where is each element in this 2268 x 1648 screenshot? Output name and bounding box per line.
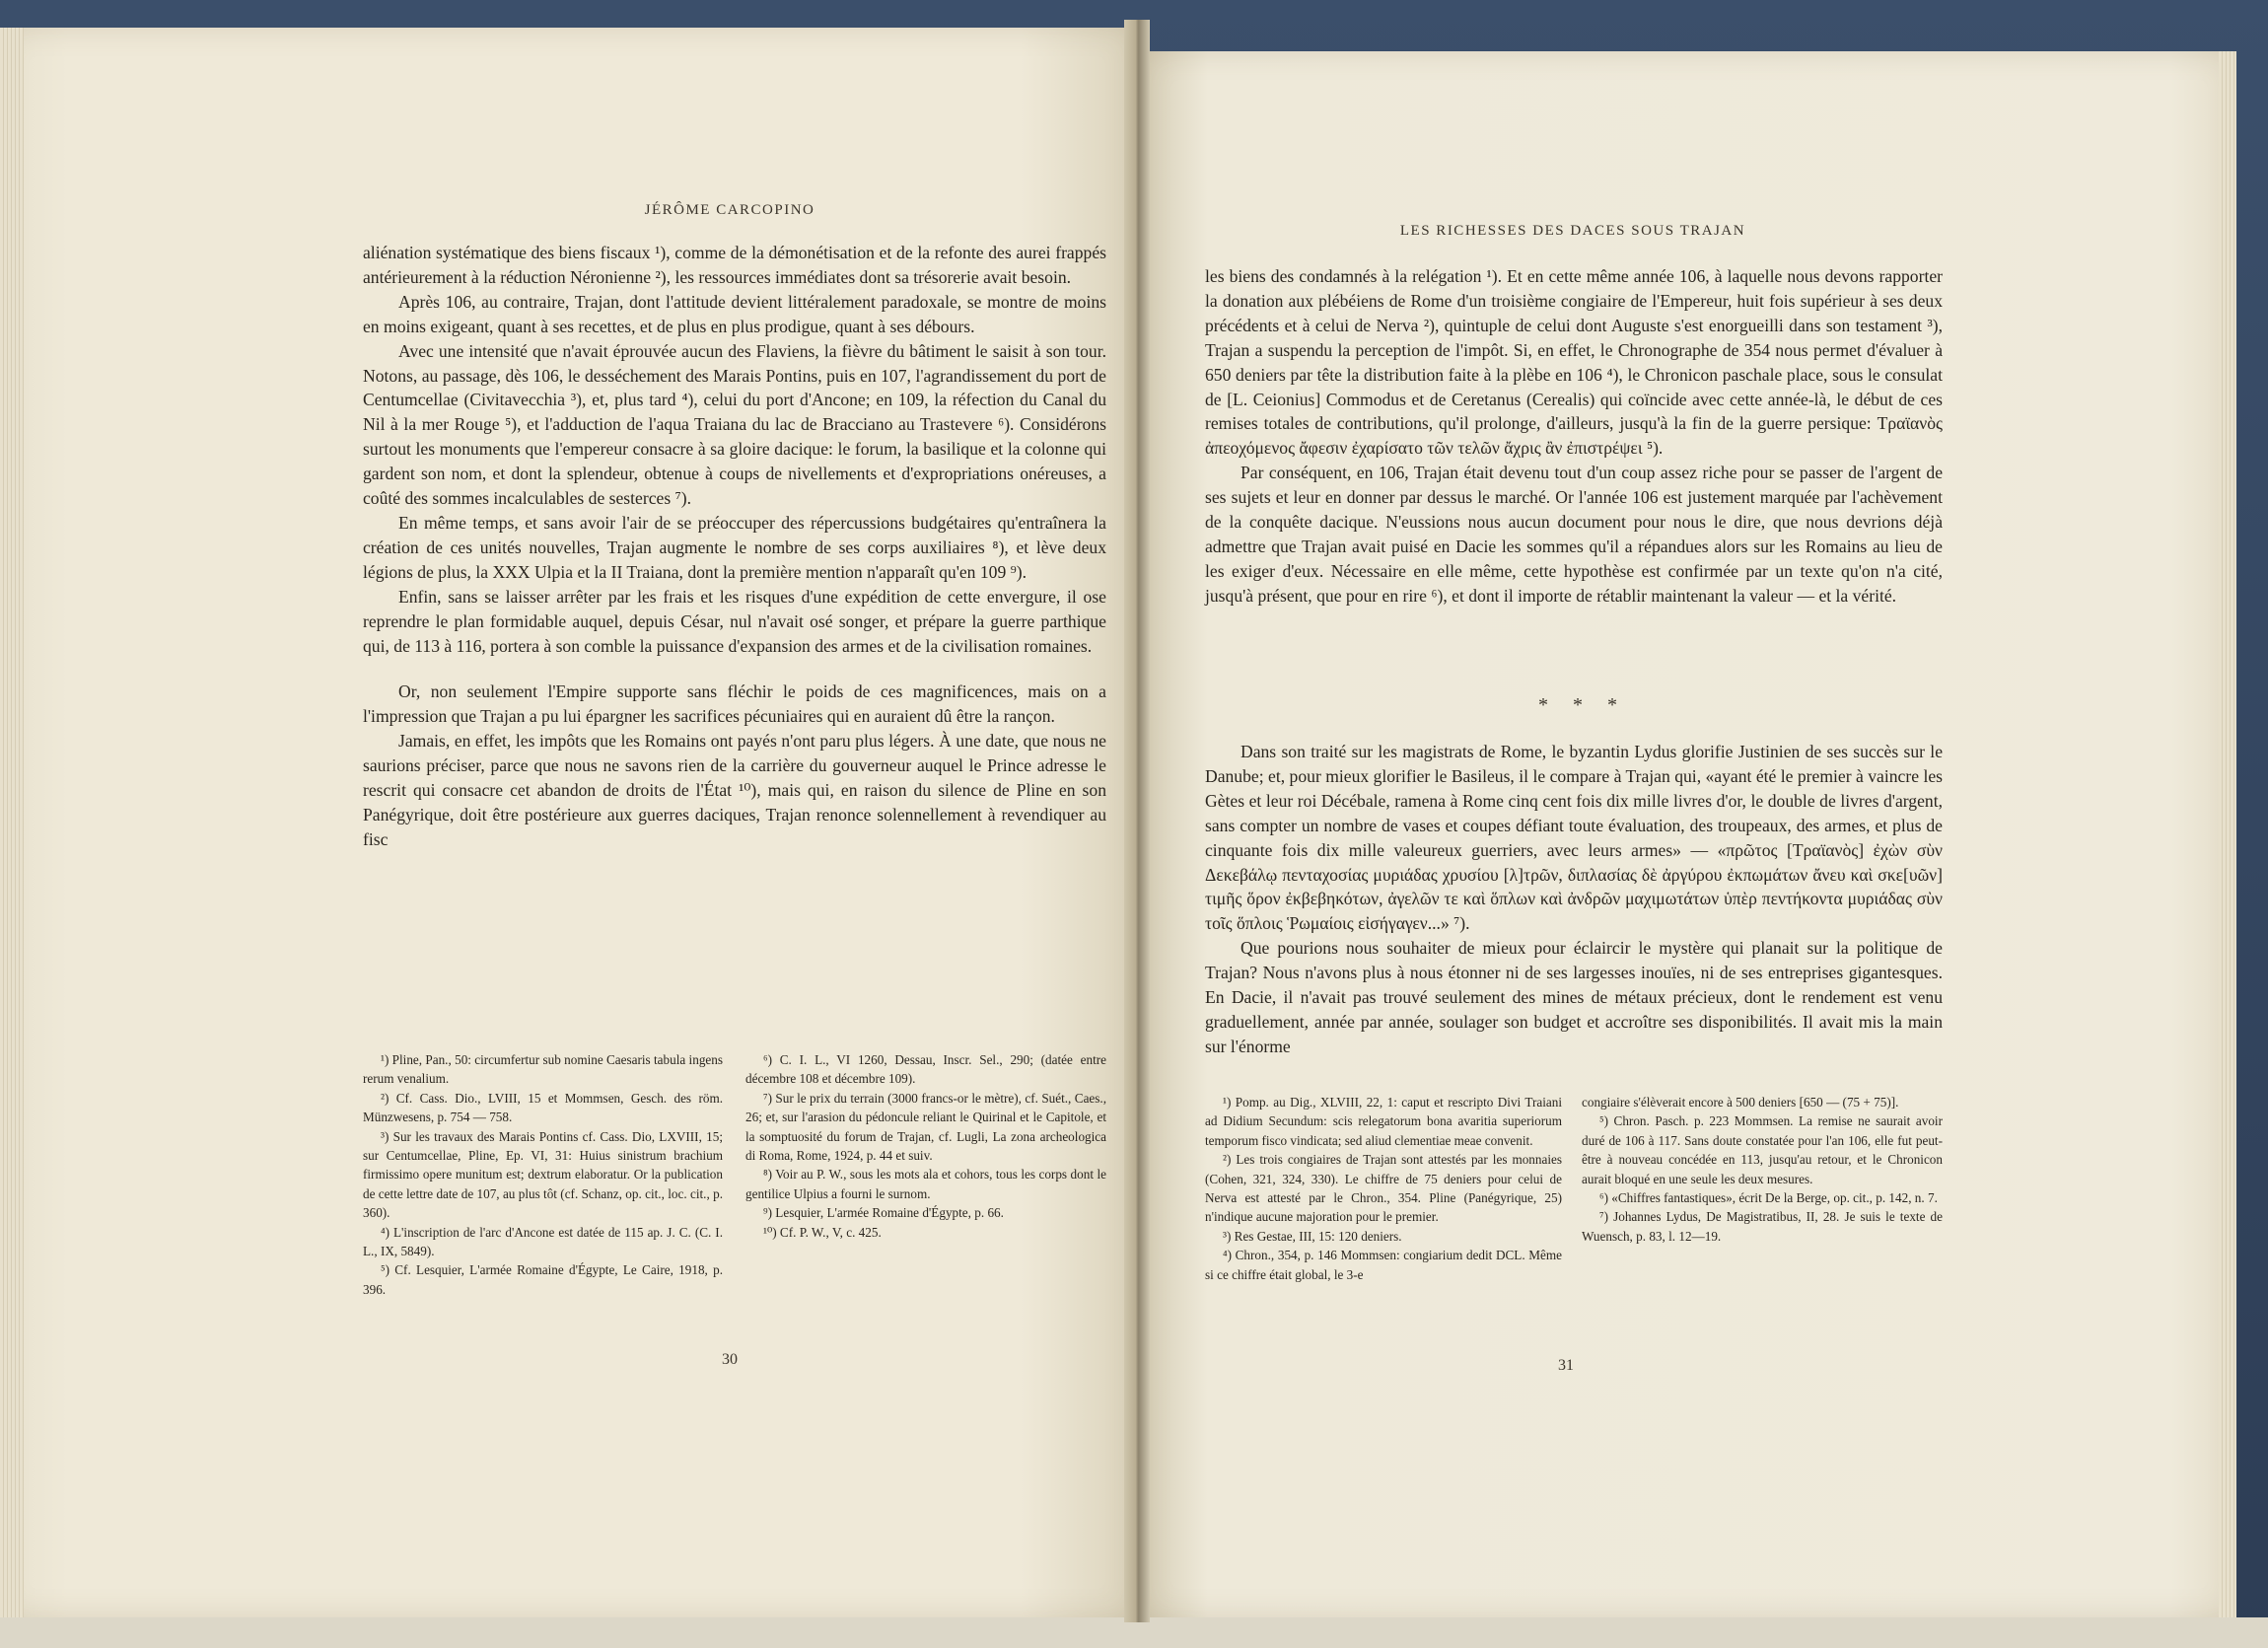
footnote: ³) Res Gestae, III, 15: 120 deniers. xyxy=(1223,1228,1402,1244)
footnote: ⁸) Voir au P. W., sous les mots ala et cohors, tous les corps dont le gentilice Ulpius a fourni le surnom. xyxy=(745,1167,1106,1201)
footnote: ⁴) L'inscription de l'arc d'Ancone est datée de 115 ap. J. C. (C. I. L., IX, 5849). xyxy=(363,1224,723,1259)
footnote: ⁷) Sur le prix du terrain (3000 francs-or le mètre), cf. Suét., Caes., 26; et, sur l'arasion du pédoncule reliant le Quirinal et le Capitole, et la somptuosité du forum de Trajan, cf. Lugli, La zona archeologica di Roma, Rome, 1924, p. 44 et suiv. xyxy=(745,1090,1106,1164)
paragraph: Par conséquent, en 106, Trajan était devenu tout d'un coup assez riche pour se passer de l'argent de ses sujets et leur en donner par dessus le marché. Or l'année 106 est justement marquée par l'achèvement de la conquête dacique. N'eussions nous aucun document pour nous le dire, que nous devrions déjà admettre que Trajan avait puisé en Dacie les sommes qu'il a répandues alors sur les Romains au lieu de les exiger d'eux. Nécessaire en elle même, cette hypothèse est confirmée par un texte qu'on n'a cité, jusqu'à présent, que pour en rire ⁶), et dont il importe de rétablir maintenant la valeur — et la vérité. xyxy=(1205,463,1943,606)
footnote: ³) Sur les travaux des Marais Pontins cf. Cass. Dio, LXVIII, 15; sur Centumcellae, Pline, Ep. VI, 31: Huius sinistrum brachium firmissimo opere munitum est; dextrum elaboratur. Or la publication de cette lettre date de 107, au plus tôt (cf. Schanz, op. cit., loc. cit., p. 360). xyxy=(363,1128,723,1221)
left-body xyxy=(363,241,1106,852)
footnote: ²) Cf. Cass. Dio., LVIII, 15 et Mommsen, Gesch. des röm. Münzwesens, p. 754 — 758. xyxy=(363,1090,723,1125)
paragraph: Que pourions nous souhaiter de mieux pour éclaircir le mystère qui planait sur la politique de Trajan? Nous n'avons plus à nous étonner ni de ses largesses inouïes, ni de ses entreprises gigantesques. En Dacie, il n'avait pas trouvé seulement des mines de métaux précieux, dont le rendement est venu graduellement, année par année, soulager son budget et accroître ses disponibilités. Il avait mis la main sur l'énorme xyxy=(1205,938,1943,1056)
right-body-bottom xyxy=(1205,740,1943,1059)
footnote: ⁶) «Chiffres fantastiques», écrit De la Berge, op. cit., p. 142, n. 7. xyxy=(1599,1190,1938,1206)
right-running-head: LES RICHESSES DES DACES SOUS TRAJAN xyxy=(1399,223,1746,239)
paragraph: Enfin, sans se laisser arrêter par les frais et les risques d'une expédition de cette envergure, il ose reprendre le plan formidable auquel, depuis César, nul n'avait osé songer, et prépare la guerre parthique qui, de 113 à 116, portera à son comble la puissance d'expansion des armes et de la civilisation romaines. xyxy=(363,586,1106,656)
paragraph: En même temps, et sans avoir l'air de se préoccuper des répercussions budgétaires qu'entraînera la création de ces unités nouvelles, Trajan augmente le nombre de ses corps auxiliaires ⁸), et lève deux légions de plus, la XXX Ulpia et la II Traiana, dont la première mention n'apparaît qu'en 109 ⁹). xyxy=(363,512,1106,582)
paragraph: les biens des condamnés à la relégation ¹). Et en cette même année 106, à laquelle nous devons rapporter la donation aux plébéiens de Rome d'un troisième congiaire de l'Empereur, huit fois supérieur à ses deux précédents et à celui de Nerva ²), quintuple de celui dont Auguste s'est enorgueilli dans son testament ³), Trajan a suspendu la perception de l'impôt. Si, en effet, le Chronographe de 354 nous permet d'évaluer à 650 deniers par tête la distribution faite à la plèbe en 106 ⁴), le Chronicon paschale place, sous le consulat de [L. Ceionius] Commodus et de Ceretanus (Cerealis) qui coïncide avec cette année-là, le début de ces remises totales de contributions, qu'il prolonge, d'ailleurs, jusqu'à la fin de la guerre persique: Τραϊανὸς ἀπεοχόμενος ἄφεσιν ἐχαρίσατο τῶν τελῶν ἄχρις ἂν ἐπιστρέψει ⁵). xyxy=(1205,266,1943,459)
footnote: ²) Les trois congiaires de Trajan sont attestés par les monnaies (Cohen, 321, 324, 330). Le chiffre de 75 deniers pour celui de Nerva est attesté par le Chron., 354. Pline (Panégyrique, 25) n'indique aucune majoration pour le premier. xyxy=(1205,1152,1562,1225)
left-running-head: JÉRÔME CARCOPINO xyxy=(644,202,815,218)
footnote: congiaire s'élèverait encore à 500 deniers [650 — (75 + 75)]. xyxy=(1582,1095,1899,1110)
footnote: ⁵) Chron. Pasch. p. 223 Mommsen. La remise ne saurait avoir duré de 106 à 117. Sans doute constatée pour l'an 106, elle fut peut-être à nouveau concédée en 113, jusqu'au retour, et le Chronicon aurait bloqué en une seule les deux mesures. xyxy=(1582,1113,1943,1186)
footnote: ¹) Pomp. au Dig., XLVIII, 22, 1: caput et rescripto Divi Traiani ad Didium Secundum: scis relegatorum bona avaritia superiorum temporum fisco vindicata; sed aliud clementiae meae convenit. xyxy=(1205,1095,1562,1148)
right-page-edges xyxy=(2219,51,2236,1617)
left-footnotes-col2 xyxy=(745,1050,1106,1242)
footnote: ⁹) Lesquier, L'armée Romaine d'Égypte, p. 66. xyxy=(763,1205,1004,1221)
paragraph: Après 106, au contraire, Trajan, dont l'attitude devient littéralement paradoxale, se montre de moins en moins exigeant, quant à ses recettes, et de plus en plus prodigue, quant à ses débours. xyxy=(363,291,1106,336)
right-body-top xyxy=(1205,264,1943,609)
left-footnotes-col1 xyxy=(363,1050,723,1299)
right-page-number: 31 xyxy=(1558,1357,1574,1374)
footnote: ¹) Pline, Pan., 50: circumfertur sub nomine Caesaris tabula ingens rerum venalium. xyxy=(363,1052,723,1087)
footnote: ⁵) Cf. Lesquier, L'armée Romaine d'Égypte, Le Caire, 1918, p. 396. xyxy=(363,1262,723,1297)
footnote: ¹⁰) Cf. P. W., V, c. 425. xyxy=(763,1224,882,1240)
left-page-number: 30 xyxy=(722,1351,738,1368)
paragraph: Jamais, en effet, les impôts que les Romains ont payés n'ont paru plus légers. À une date, que nous ne saurions préciser, parce que nous ne savons rien de la carrière du gouverneur auquel le Prince adresse le rescrit qui consacre cet abandon de droits de l'État ¹⁰), mais qui, en raison du silence de Pline en son Panégyrique, doit être postérieure aux guerres daciques, Trajan renonce solennellement à revendiquer au fisc xyxy=(363,731,1106,849)
paragraph: aliénation systématique des biens fiscaux ¹), comme de la démonétisation et de la refonte des aurei frappés antérieurement à la réduction Néronienne ²), les ressources immédiates dont sa trésorerie avait besoin. xyxy=(363,243,1106,287)
paragraph: Dans son traité sur les magistrats de Rome, le byzantin Lydus glorifie Justinien de ses succès sur le Danube; et, pour mieux glorifier le Basileus, il le compare à Trajan qui, «ayant été le premier à vaincre les Gètes et leur roi Décébale, ramena à Rome cinq cent fois dix mille livres d'or, le double de livres d'argent, sans compter un nombre de vases et coupes défiant toute évaluation, des troupeaux, des armes, et plus de cinquante fois dix mille valeureux guerriers, avec leurs armes» — «πρῶτος [Τραϊανὸς] ἐχὼν σὺν Δεκεβάλῳ πενταχοσίας μυριάδας χρυσίου [λ]τρῶν, διπλασίας δὲ ἀργύρου ἐκπωμάτων ἄνευ καὶ σκε[υῶν] τιμῆς ὅρον ἐκβεβηκότων, ἀγελῶν τε καὶ ὅπλων καὶ ἀνδρῶν μαχιμωτάτων ὑπὲρ πεντήκοντα μυριάδας σὺν τοῖς ὅπλοις Ῥωμαίοις εἰσήγαγεν...» ⁷). xyxy=(1205,742,1943,934)
section-separator: * * * xyxy=(1538,694,1627,716)
footnote: ⁷) Johannes Lydus, De Magistratibus, II, 28. Je suis le texte de Wuensch, p. 83, l. 12—19. xyxy=(1582,1209,1943,1244)
left-page-edges xyxy=(0,28,24,1617)
right-footnotes-col1 xyxy=(1205,1093,1562,1284)
right-footnotes-col2 xyxy=(1582,1093,1943,1246)
footnote: ⁴) Chron., 354, p. 146 Mommsen: congiarium dedit DCL. Même si ce chiffre était global, le 3-e xyxy=(1205,1248,1562,1282)
footnote: ⁶) C. I. L., VI 1260, Dessau, Inscr. Sel., 290; (datée entre décembre 108 et décembre 109). xyxy=(745,1052,1106,1087)
paragraph: Avec une intensité que n'avait éprouvée aucun des Flaviens, la fièvre du bâtiment le saisit à son tour. Notons, au passage, dès 106, le desséchement des Marais Pontins, puis en 107, l'agrandissement du port de Centumcellae (Civitavecchia ³), et, plus tard ⁴), celui du port d'Ancone; en 109, la réfection du Canal du Nil à la mer Rouge ⁵), et l'adduction de l'aqua Traiana du lac de Bracciano au Trastevere ⁶). Considérons surtout les monuments que l'empereur consacre à sa gloire dacique: le forum, la basilique et la colonne qui gardent son nom, et dont la splendeur, obtenue à coups de nivellements et d'expropriations onéreuses, a coûté des sommes incalculables de sesterces ⁷). xyxy=(363,340,1106,509)
book-gutter xyxy=(1124,20,1150,1622)
paragraph: Or, non seulement l'Empire supporte sans fléchir le poids de ces magnificences, mais on a l'impression que Trajan a pu lui épargner les sacrifices pécuniaires qui en auraient dû être la rançon. xyxy=(363,681,1106,727)
